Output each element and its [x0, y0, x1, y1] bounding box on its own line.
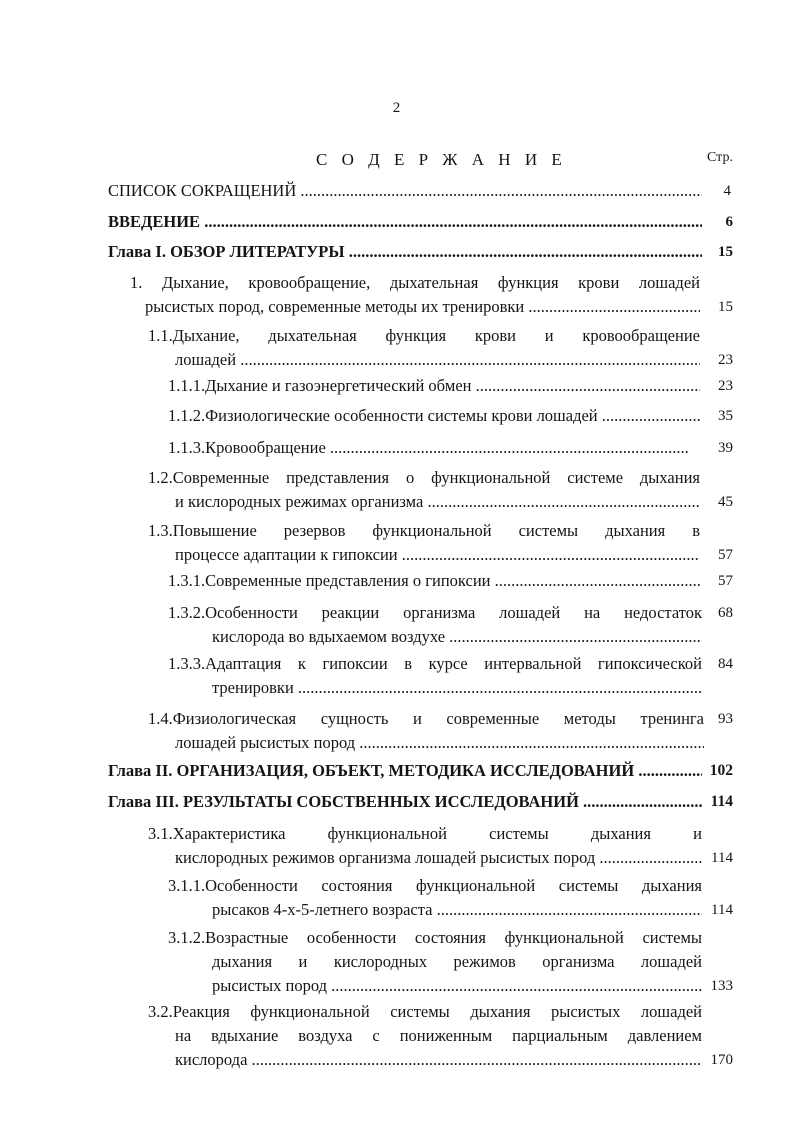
toc-entry[interactable] — [168, 874, 702, 922]
toc-entry[interactable] — [108, 210, 702, 234]
toc-entry-text: Глава II. ОРГАНИЗАЦИЯ, ОБЪЕКТ, МЕТОДИКА ИССЛЕДОВАНИЙ ..... — [108, 759, 702, 783]
toc-page-number: 84 — [718, 656, 733, 672]
toc-entry-text: рысаков 4-х-5-летнего возраста ..... — [212, 898, 702, 922]
toc-entry[interactable] — [108, 179, 702, 203]
toc-entry[interactable] — [130, 271, 700, 319]
toc-entry-text: 1.4.Физиологическая сущность и современные методы тренинга — [148, 709, 704, 728]
toc-page-number: 35 — [718, 408, 733, 424]
toc-entry-text: кислорода во вдыхаемом воздухе ..... — [212, 625, 702, 649]
toc-page-number: 4 — [723, 183, 731, 199]
toc-entry-text: лошадей рысистых пород ..... — [175, 731, 704, 755]
toc-page-number: 133 — [710, 978, 733, 994]
toc-entry-text: процессе адаптации к гипоксии ..... — [175, 543, 700, 567]
toc-entry-text: дыхания и кислородных режимов организма лошадей — [212, 952, 702, 971]
toc-entry-text: 1.3.Повышение резервов функциональной системы дыхания в — [148, 521, 700, 540]
page-column-header: Стр. — [707, 150, 733, 165]
toc-page-number: 114 — [710, 793, 733, 810]
toc-entry[interactable] — [148, 324, 700, 372]
toc-entry-text: на вдыхание воздуха с пониженным парциальным давлением — [175, 1026, 702, 1045]
toc-entry-text: кислорода ..... — [175, 1048, 702, 1072]
toc-entry[interactable] — [148, 1000, 702, 1072]
toc-entry-text: 1.1.Дыхание, дыхательная функция крови и кровообращение — [148, 326, 700, 345]
toc-entry[interactable] — [168, 601, 702, 649]
toc-page-number: 6 — [725, 214, 733, 230]
page-number: 2 — [392, 100, 401, 116]
toc-entry-text: 1.2.Современные представления о функциональной системе дыхания — [148, 468, 700, 487]
toc-entry-text: 1.1.2.Физиологические особенности системы крови лошадей ..... — [168, 404, 700, 428]
toc-page-number: 102 — [709, 762, 733, 779]
toc-entry-text: и кислородных режимах организма ..... — [175, 490, 700, 514]
toc-page-number: 68 — [718, 605, 733, 621]
toc-page-number: 114 — [711, 850, 733, 866]
toc-page-number: 170 — [710, 1052, 733, 1068]
toc-entry[interactable] — [168, 404, 700, 428]
toc-entry[interactable] — [108, 790, 702, 814]
toc-entry-text: кислородных режимов организма лошадей рысистых пород ..... — [175, 846, 702, 870]
toc-entry-text: Глава III. РЕЗУЛЬТАТЫ СОБСТВЕННЫХ ИССЛЕДОВАНИЙ ..... — [108, 790, 702, 814]
toc-entry-text: тренировки ..... — [212, 676, 702, 700]
toc-page-number: 114 — [711, 902, 733, 918]
toc-entry-text: 3.1.2.Возрастные особенности состояния функциональной системы — [168, 928, 702, 947]
toc-entry[interactable] — [168, 569, 700, 593]
toc-entry-text: 1. Дыхание, кровообращение, дыхательная функция крови лошадей — [130, 273, 700, 292]
toc-entry-text: 3.1.Характеристика функциональной системы дыхания и — [148, 824, 702, 843]
toc-entry-text: 1.3.2.Особенности реакции организма лошадей на недостаток — [168, 603, 702, 622]
page-title: С О Д Е Р Ж А Н И Е — [316, 150, 567, 169]
toc-entry-text: ВВЕДЕНИЕ ..... — [108, 210, 702, 234]
toc-entry-text: лошадей ..... — [175, 348, 700, 372]
toc-entry[interactable] — [168, 374, 700, 398]
toc-entry-text: рысистых пород, современные методы их тренировки ..... — [145, 295, 700, 319]
toc-entry[interactable] — [168, 926, 702, 998]
toc-entry-text: СПИСОК СОКРАЩЕНИЙ ..... — [108, 179, 702, 203]
toc-entry-text: 1.3.3.Адаптация к гипоксии в курсе интервальной гипоксической — [168, 654, 702, 673]
toc-entry[interactable] — [148, 707, 704, 755]
toc-entry-text: 3.1.1.Особенности состояния функциональной системы дыхания — [168, 876, 702, 895]
toc-entry[interactable] — [168, 436, 690, 460]
toc-page-number: 57 — [718, 573, 733, 589]
toc-page-number: 23 — [718, 378, 733, 394]
toc-entry[interactable] — [108, 759, 702, 783]
toc-entry[interactable] — [108, 240, 702, 264]
toc-page-number: 39 — [718, 440, 733, 456]
toc-page-number: 23 — [718, 352, 733, 368]
toc-entry-text: 1.1.3.Кровообращение ..... — [168, 436, 690, 460]
toc-page-number: 45 — [718, 494, 733, 510]
toc-entry[interactable] — [148, 466, 700, 514]
toc-page-number: 15 — [718, 299, 733, 315]
toc-entry-text: 3.2.Реакция функциональной системы дыхания рысистых лошадей — [148, 1002, 702, 1021]
toc-page-number: 57 — [718, 547, 733, 563]
toc-entry-text: 1.1.1.Дыхание и газоэнергетический обмен ..... — [168, 374, 700, 398]
toc-entry-text: 1.3.1.Современные представления о гипоксии ..... — [168, 569, 700, 593]
toc-entry-text: рысистых пород ..... — [212, 974, 702, 998]
toc-entry-text: Глава I. ОБЗОР ЛИТЕРАТУРЫ ..... — [108, 240, 702, 264]
toc-entry[interactable] — [148, 822, 702, 870]
toc-entry[interactable] — [168, 652, 702, 700]
toc-entry[interactable] — [148, 519, 700, 567]
toc-page-number: 15 — [718, 244, 733, 260]
toc-page-number: 93 — [718, 711, 733, 727]
